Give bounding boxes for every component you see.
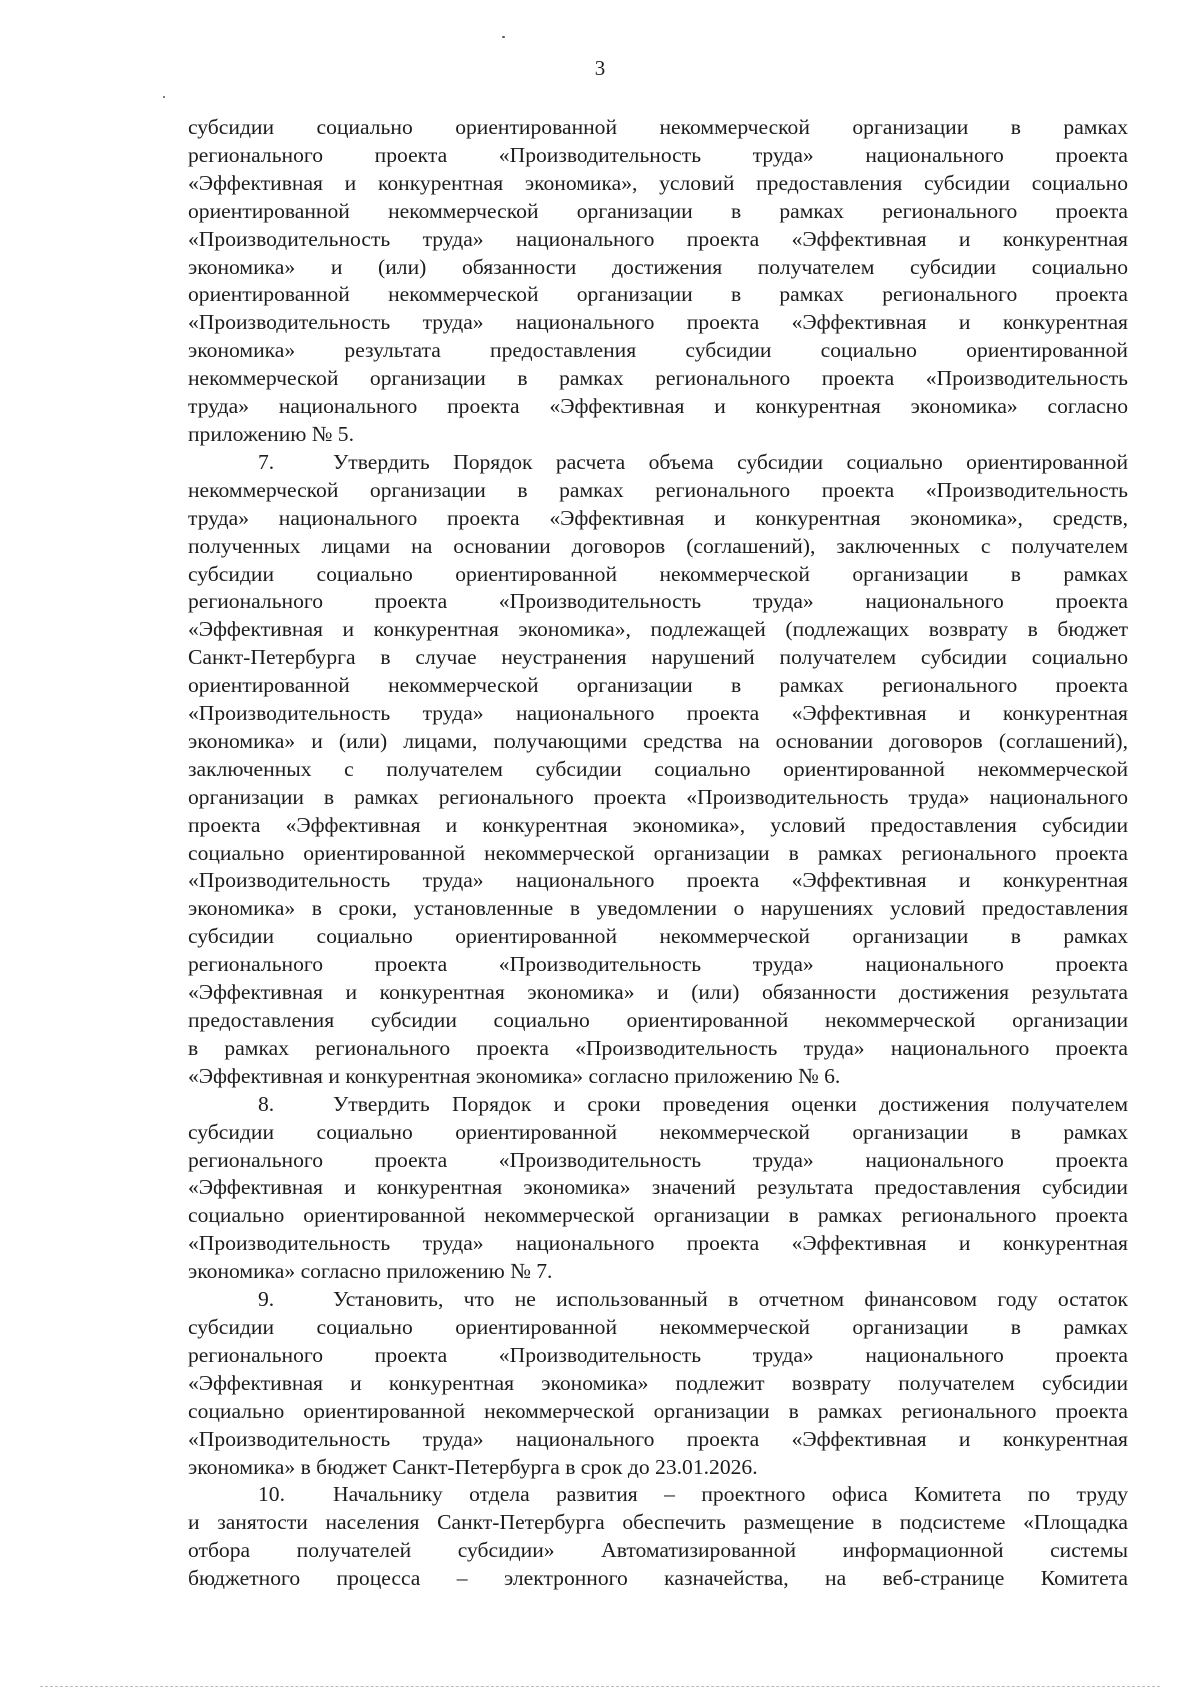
text-line: [188, 867, 1128, 895]
text-line: [188, 170, 1128, 198]
line-text: «Эффективная и конкурентная экономика», подлежащей (подлежащих возврату в бюджет: [188, 617, 1128, 642]
text-line: [188, 1370, 1128, 1398]
text-line: [188, 1342, 1128, 1370]
line-text: Санкт-Петербурга в случае неустранения нарушений получателем субсидии социально: [188, 645, 1128, 670]
text-line: [188, 672, 1128, 700]
text-line: [188, 281, 1128, 309]
document-body: [188, 114, 1128, 1593]
text-line: [188, 616, 1128, 644]
line-text: регионального проекта «Производительность труда» национального проекта: [188, 589, 1128, 614]
line-text: субсидии социально ориентированной некоммерческой организации в рамках: [188, 115, 1128, 139]
line-text: субсидии социально ориентированной некоммерческой организации в рамках: [188, 561, 1128, 586]
line-text: регионального проекта «Производительность труда» национального проекта: [188, 1342, 1128, 1367]
line-text: полученных лицами на основании договоров (соглашений), заключенных с получателем: [188, 533, 1128, 558]
line-text: экономика» согласно приложению № 7.: [188, 1259, 553, 1284]
text-line: [188, 561, 1128, 589]
paragraph-number: 10.: [258, 1482, 285, 1507]
text-line: [188, 1035, 1128, 1063]
text-line: [188, 1454, 1128, 1482]
text-line: [188, 1147, 1128, 1175]
line-text: некоммерческой организации в рамках регионального проекта «Производительность: [188, 477, 1128, 502]
line-text: социально ориентированной некоммерческой организации в рамках регионального проекта: [188, 840, 1128, 865]
line-text: приложению № 5.: [188, 421, 355, 446]
paragraph-number: 8.: [258, 1091, 275, 1116]
text-line: [188, 700, 1128, 728]
text-line: [188, 1314, 1128, 1342]
line-text: регионального проекта «Производительность труда» национального проекта: [188, 1147, 1128, 1172]
line-text: ориентированной некоммерческой организации в рамках регионального проекта: [188, 282, 1128, 307]
text-line: [188, 1258, 1128, 1286]
line-text: экономика» и (или) обязанности достижения получателем субсидии социально: [188, 254, 1128, 279]
line-text: «Эффективная и конкурентная экономика» согласно приложению № 6.: [188, 1063, 841, 1088]
line-text: экономика» в сроки, установленные в уведомлении о нарушениях условий предоставления: [188, 896, 1128, 921]
line-text: социально ориентированной некоммерческой организации в рамках регионального проекта: [188, 1203, 1128, 1228]
text-line: [188, 309, 1128, 337]
line-text: бюджетного процесса – электронного казначейства, на веб-странице Комитета: [188, 1566, 1128, 1591]
text-line: [188, 1202, 1128, 1230]
line-text: труда» национального проекта «Эффективная и конкурентная экономика», средств,: [188, 505, 1128, 530]
line-text: проекта «Эффективная и конкурентная экономика», условий предоставления субсидии: [188, 812, 1128, 837]
text-line: [188, 1509, 1128, 1537]
paragraph-number: 9.: [258, 1287, 275, 1312]
text-line: [188, 728, 1128, 756]
line-text: ориентированной некоммерческой организации в рамках регионального проекта: [188, 198, 1128, 223]
line-text: «Эффективная и конкурентная экономика», условий предоставления субсидии социально: [188, 170, 1128, 195]
text-line: [188, 1007, 1128, 1035]
paragraph-first-line: [188, 1286, 1128, 1314]
text-line: [188, 644, 1128, 672]
line-text: «Производительность труда» национального проекта «Эффективная и конкурентная: [188, 310, 1128, 335]
text-line: [188, 756, 1128, 784]
scan-speck: [502, 36, 505, 38]
line-text: «Производительность труда» национального проекта «Эффективная и конкурентная: [188, 1426, 1128, 1451]
text-line: [188, 1565, 1128, 1593]
text-line: [188, 198, 1128, 226]
line-text: Утвердить Порядок расчета объема субсидии социально ориентированной: [333, 449, 1128, 474]
line-text: субсидии социально ориентированной некоммерческой организации в рамках: [188, 1119, 1128, 1144]
line-text: в рамках регионального проекта «Производительность труда» национального проекта: [188, 1035, 1128, 1060]
line-text: ориентированной некоммерческой организации в рамках регионального проекта: [188, 673, 1128, 698]
line-text: субсидии социально ориентированной некоммерческой организации в рамках: [188, 924, 1128, 949]
line-text: и занятости населения Санкт-Петербурга обеспечить размещение в подсистеме «Площадка: [188, 1510, 1128, 1535]
line-text: некоммерческой организации в рамках регионального проекта «Производительность: [188, 366, 1128, 391]
line-text: Установить, что не использованный в отчетном финансовом году остаток: [333, 1287, 1128, 1312]
text-line: [188, 533, 1128, 561]
line-text: труда» национального проекта «Эффективная и конкурентная экономика» согласно: [188, 394, 1128, 419]
text-line: [188, 1119, 1128, 1147]
line-text: заключенных с получателем субсидии социально ориентированной некоммерческой: [188, 756, 1128, 781]
line-text: субсидии социально ориентированной некоммерческой организации в рамках: [188, 1314, 1128, 1339]
text-line: [188, 895, 1128, 923]
text-line: [188, 1398, 1128, 1426]
paragraph-number: 7.: [258, 449, 275, 474]
text-line: [188, 951, 1128, 979]
text-line: [188, 421, 1128, 449]
text-line: [188, 840, 1128, 868]
line-text: «Производительность труда» национального проекта «Эффективная и конкурентная: [188, 701, 1128, 726]
paragraph-first-line: [188, 1091, 1128, 1119]
text-line: [188, 923, 1128, 951]
line-text: «Эффективная и конкурентная экономика» и (или) обязанности достижения результата: [188, 980, 1128, 1005]
text-line: [188, 784, 1128, 812]
text-line: [188, 114, 1128, 142]
line-text: экономика» результата предоставления субсидии социально ориентированной: [188, 338, 1128, 363]
text-line: [188, 337, 1128, 365]
text-line: [188, 1230, 1128, 1258]
text-line: [188, 1174, 1128, 1202]
line-text: Начальнику отдела развития – проектного офиса Комитета по труду: [333, 1482, 1128, 1507]
text-line: [188, 1537, 1128, 1565]
line-text: социально ориентированной некоммерческой организации в рамках регионального проекта: [188, 1398, 1128, 1423]
text-line: [188, 393, 1128, 421]
line-text: регионального проекта «Производительность труда» национального проекта: [188, 142, 1128, 167]
line-text: регионального проекта «Производительность труда» национального проекта: [188, 952, 1128, 977]
line-text: «Производительность труда» национального проекта «Эффективная и конкурентная: [188, 1231, 1128, 1256]
line-text: «Эффективная и конкурентная экономика» подлежит возврату получателем субсидии: [188, 1370, 1128, 1395]
text-line: [188, 979, 1128, 1007]
text-line: [188, 1063, 1128, 1091]
line-text: экономика» в бюджет Санкт-Петербурга в срок до 23.01.2026.: [188, 1454, 758, 1479]
line-text: «Производительность труда» национального проекта «Эффективная и конкурентная: [188, 868, 1128, 893]
text-line: [188, 365, 1128, 393]
text-line: [188, 588, 1128, 616]
scan-edge-noise: [40, 1686, 1160, 1688]
page-number: 3: [594, 56, 606, 80]
text-line: [188, 142, 1128, 170]
text-line: [188, 477, 1128, 505]
text-line: [188, 254, 1128, 282]
scan-speck: [163, 96, 165, 98]
paragraph-first-line: [188, 1481, 1128, 1509]
text-line: [188, 1426, 1128, 1454]
text-line: [188, 226, 1128, 254]
line-text: «Эффективная и конкурентная экономика» значений результата предоставления субсидии: [188, 1175, 1128, 1200]
line-text: экономика» и (или) лицами, получающими средства на основании договоров (соглашений),: [188, 728, 1128, 753]
text-line: [188, 812, 1128, 840]
line-text: Утвердить Порядок и сроки проведения оценки достижения получателем: [333, 1091, 1128, 1116]
line-text: отбора получателей субсидии» Автоматизированной информационной системы: [188, 1538, 1128, 1563]
line-text: организации в рамках регионального проекта «Производительность труда» национального: [188, 784, 1128, 809]
text-line: [188, 505, 1128, 533]
line-text: предоставления субсидии социально ориентированной некоммерческой организации: [188, 1008, 1128, 1032]
paragraph-first-line: [188, 449, 1128, 477]
line-text: «Производительность труда» национального проекта «Эффективная и конкурентная: [188, 226, 1128, 251]
